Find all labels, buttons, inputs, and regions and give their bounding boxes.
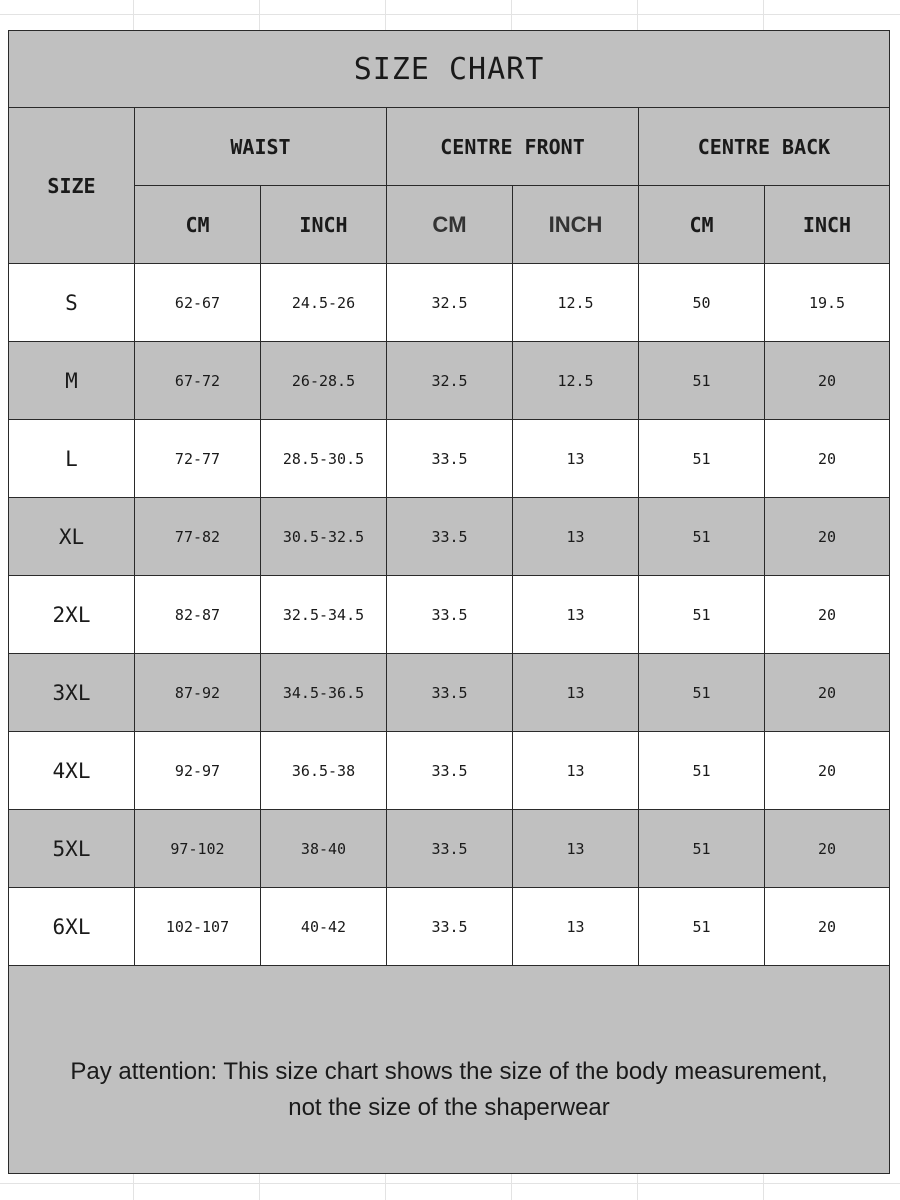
measurement-cell: 51 [639, 420, 765, 498]
measurement-cell: 50 [639, 264, 765, 342]
centre-back-group-header: CENTRE BACK [639, 108, 890, 186]
measurement-cell: 51 [639, 576, 765, 654]
measurement-cell: 38-40 [261, 810, 387, 888]
size-label-cell: L [9, 420, 135, 498]
measurement-cell: 102-107 [135, 888, 261, 966]
measurement-cell: 33.5 [387, 732, 513, 810]
waist-cm-header: CM [135, 186, 261, 264]
table-row [9, 654, 890, 732]
size-chart-table [8, 30, 890, 1174]
measurement-cell: 20 [765, 888, 890, 966]
measurement-cell: 13 [513, 498, 639, 576]
measurement-cell: 20 [765, 732, 890, 810]
front-inch-header: INCH [513, 186, 639, 264]
measurement-cell: 33.5 [387, 654, 513, 732]
measurement-cell: 51 [639, 810, 765, 888]
measurement-cell: 32.5-34.5 [261, 576, 387, 654]
table-row [9, 498, 890, 576]
table-row [9, 810, 890, 888]
measurement-cell: 20 [765, 420, 890, 498]
note-line-1: Pay attention: This size chart shows the size of the body measurement, [70, 1057, 828, 1085]
measurement-cell: 51 [639, 498, 765, 576]
table-row [9, 264, 890, 342]
size-label-cell: 6XL [9, 888, 135, 966]
measurement-cell: 51 [639, 888, 765, 966]
measurement-cell: 12.5 [513, 342, 639, 420]
measurement-cell: 62-67 [135, 264, 261, 342]
measurement-cell: 92-97 [135, 732, 261, 810]
note-cell [9, 966, 890, 1174]
size-label-cell: XL [9, 498, 135, 576]
measurement-cell: 19.5 [765, 264, 890, 342]
table-row [9, 342, 890, 420]
measurement-cell: 32.5 [387, 264, 513, 342]
measurement-cell: 13 [513, 888, 639, 966]
measurement-cell: 40-42 [261, 888, 387, 966]
size-label-cell: M [9, 342, 135, 420]
measurement-cell: 30.5-32.5 [261, 498, 387, 576]
measurement-cell: 20 [765, 654, 890, 732]
measurement-cell: 20 [765, 810, 890, 888]
measurement-cell: 82-87 [135, 576, 261, 654]
measurement-cell: 13 [513, 420, 639, 498]
waist-group-header: WAIST [135, 108, 387, 186]
table-row [9, 888, 890, 966]
measurement-cell: 51 [639, 342, 765, 420]
measurement-cell: 26-28.5 [261, 342, 387, 420]
measurement-cell: 97-102 [135, 810, 261, 888]
measurement-cell: 34.5-36.5 [261, 654, 387, 732]
note-line-2: not the size of the shaperwear [288, 1093, 610, 1121]
measurement-cell: 72-77 [135, 420, 261, 498]
size-label-cell: 5XL [9, 810, 135, 888]
measurement-cell: 20 [765, 342, 890, 420]
measurement-cell: 13 [513, 576, 639, 654]
measurement-cell: 28.5-30.5 [261, 420, 387, 498]
measurement-cell: 20 [765, 576, 890, 654]
measurement-cell: 51 [639, 732, 765, 810]
table-row [9, 420, 890, 498]
measurement-cell: 33.5 [387, 888, 513, 966]
measurement-cell: 13 [513, 732, 639, 810]
page-title: SIZE CHART [9, 31, 890, 108]
size-label-cell: 2XL [9, 576, 135, 654]
measurement-cell: 24.5-26 [261, 264, 387, 342]
measurement-cell: 87-92 [135, 654, 261, 732]
size-label-cell: 3XL [9, 654, 135, 732]
measurement-cell: 33.5 [387, 810, 513, 888]
size-label-cell: S [9, 264, 135, 342]
size-label-cell: 4XL [9, 732, 135, 810]
measurement-cell: 36.5-38 [261, 732, 387, 810]
measurement-cell: 33.5 [387, 498, 513, 576]
measurement-cell: 12.5 [513, 264, 639, 342]
measurement-cell: 33.5 [387, 576, 513, 654]
measurement-cell: 32.5 [387, 342, 513, 420]
table-row [9, 576, 890, 654]
front-cm-header: CM [387, 186, 513, 264]
measurement-cell: 77-82 [135, 498, 261, 576]
attention-note [9, 1014, 889, 1126]
centre-front-group-header: CENTRE FRONT [387, 108, 639, 186]
table-row [9, 732, 890, 810]
size-column-header: SIZE [9, 108, 135, 264]
measurement-cell: 67-72 [135, 342, 261, 420]
measurement-cell: 13 [513, 654, 639, 732]
measurement-cell: 20 [765, 498, 890, 576]
measurement-cell: 51 [639, 654, 765, 732]
back-cm-header: CM [639, 186, 765, 264]
measurement-cell: 33.5 [387, 420, 513, 498]
back-inch-header: INCH [765, 186, 890, 264]
waist-inch-header: INCH [261, 186, 387, 264]
measurement-cell: 13 [513, 810, 639, 888]
